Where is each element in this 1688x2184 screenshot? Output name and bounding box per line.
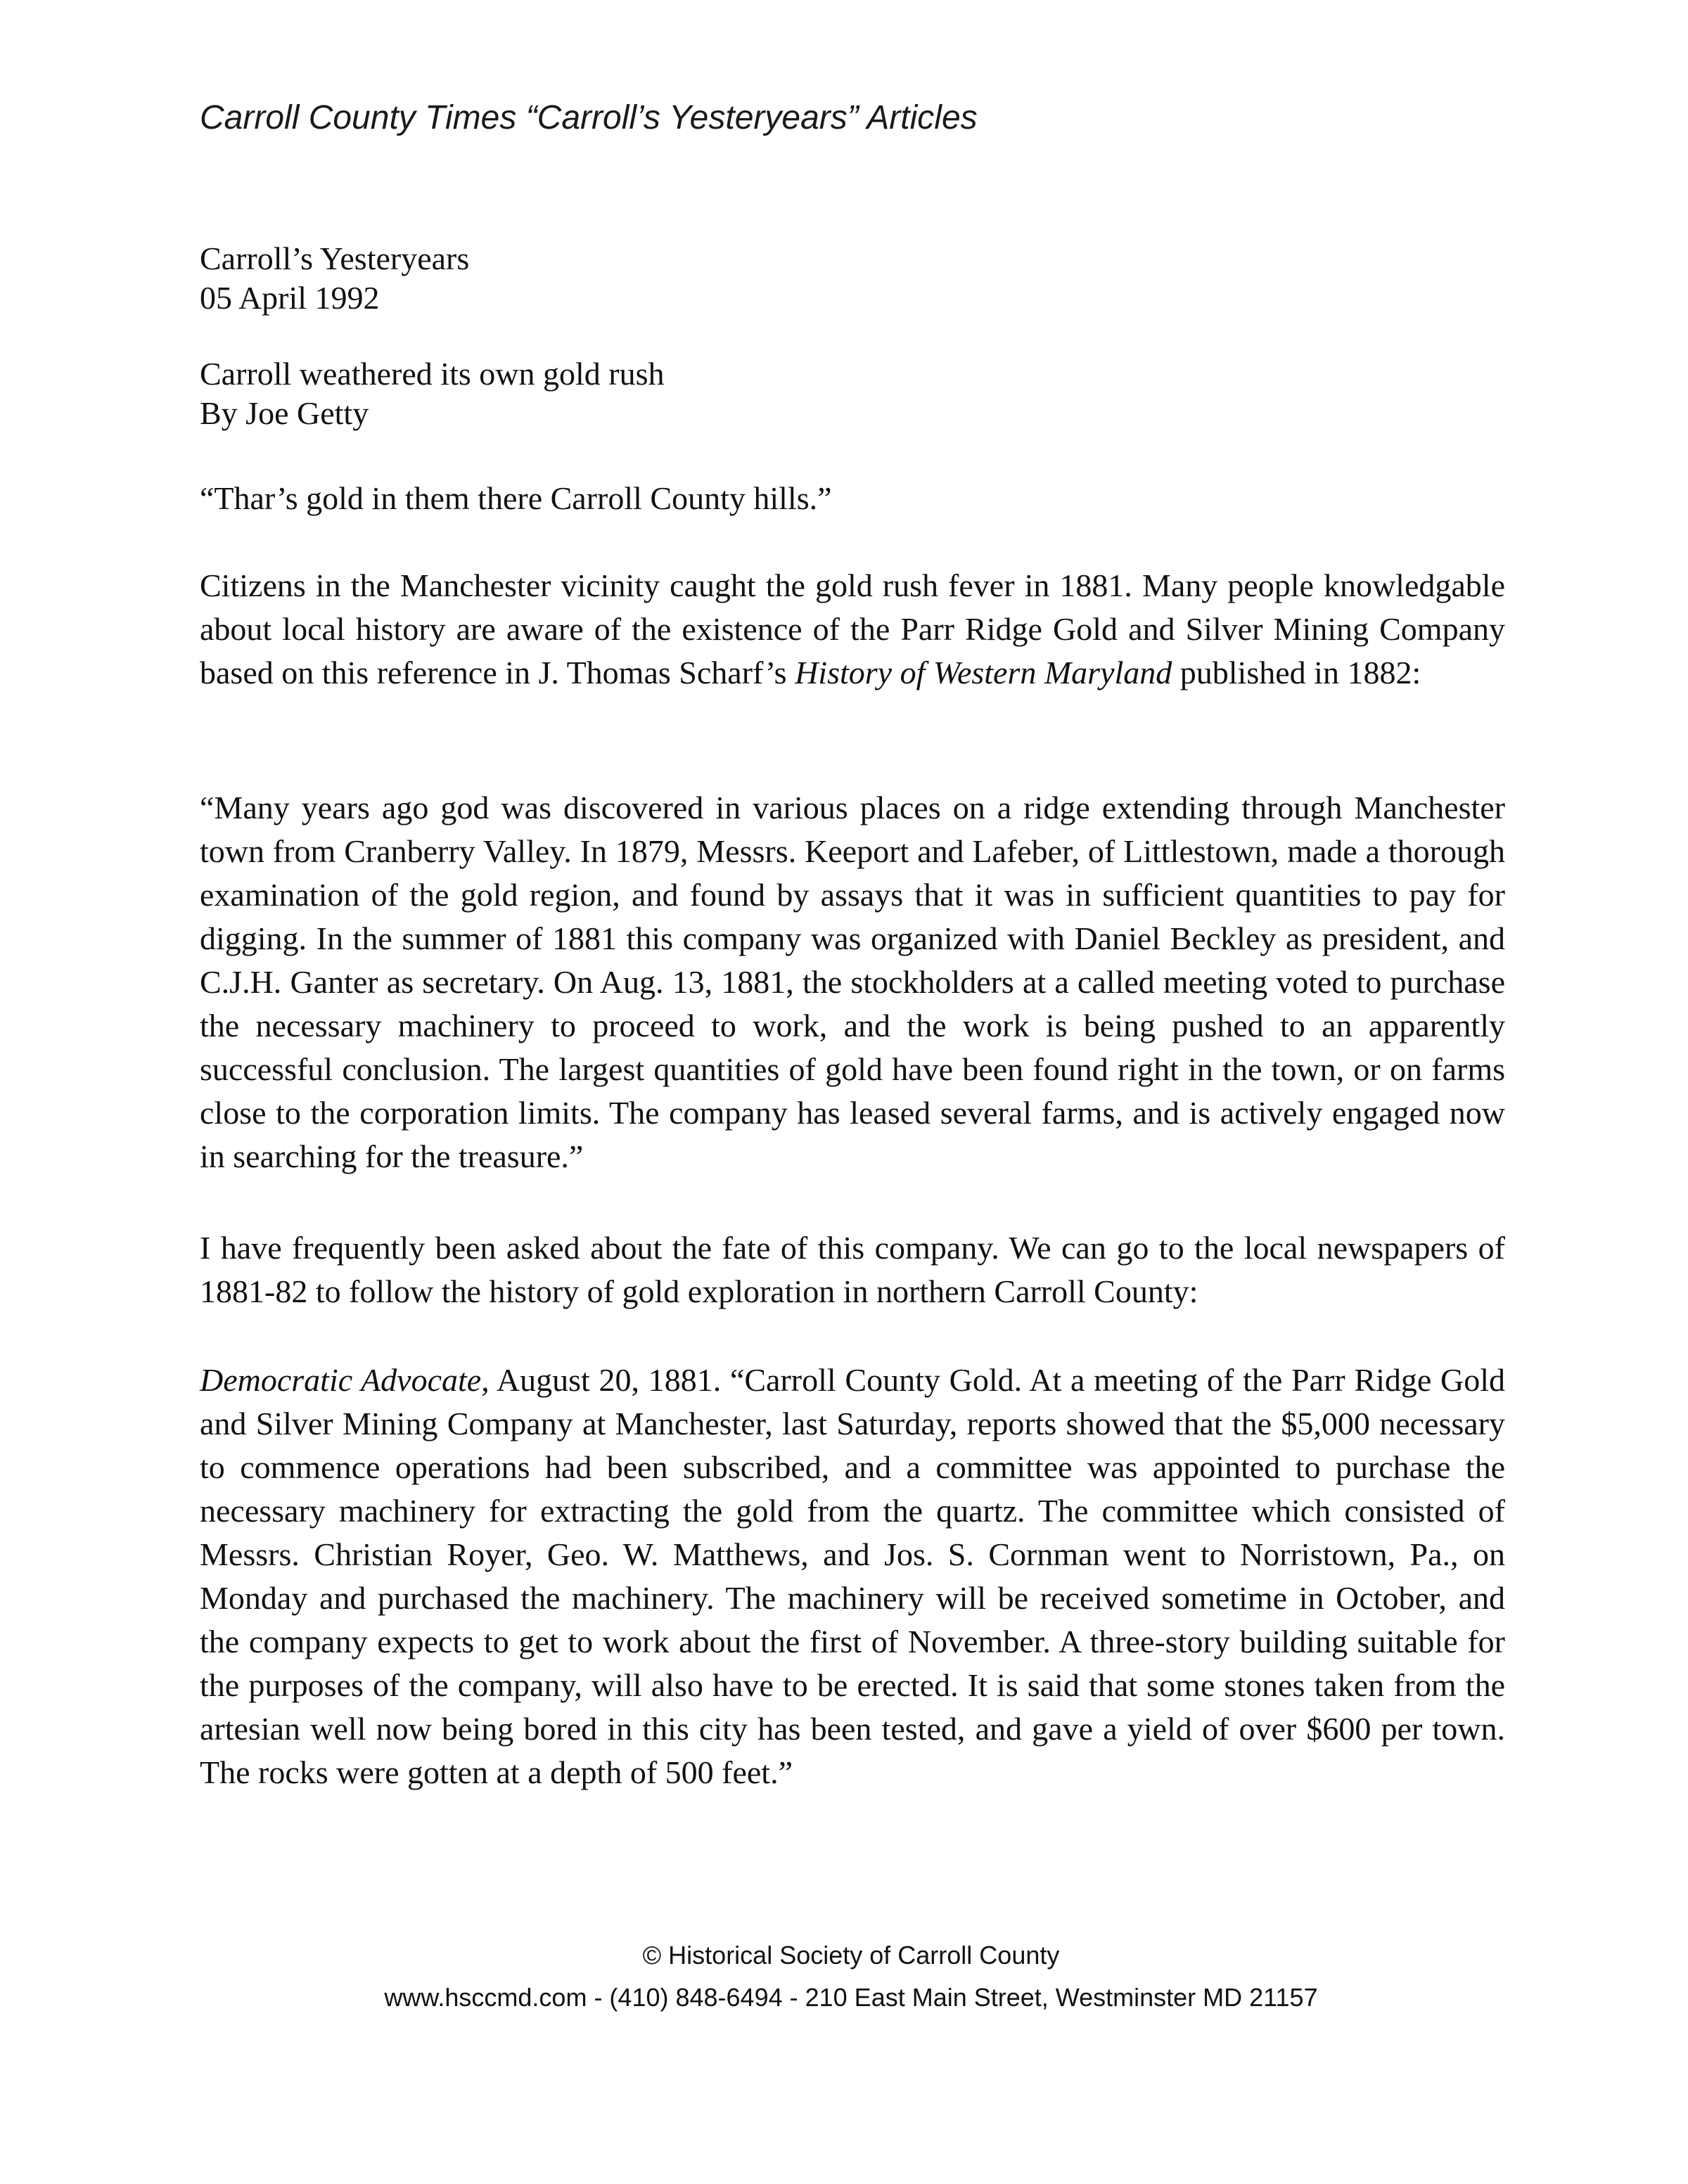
paragraph-text: August 20, 1881. “Carroll County Gold. At a meeting of the Parr Ridge Gold and Silver Mining Company at Manchester, last Saturday, reports showed that the $5,000 necessary to commence operations had been subscribed, and a committee was appointed to purchase the necessary machinery for extracting the gold from the quartz. The committee which consisted of Messrs. Christian Royer, Geo. W. Matthews, and Jos. S. Cornman went to Norristown, Pa., on Monday and purchased the machinery. The machinery will be received sometime in October, and the company expects to get to work about the first of November. A three-story building suitable for the purposes of the company, will also have to be erected. It is said that some stones taken from the artesian well now being bored in this city has been tested, and gave a yield of over $600 per town. The rocks were gotten at a depth of 500 feet.” xyxy=(200,1362,1506,1790)
book-title: History of Western Maryland xyxy=(795,655,1172,690)
article-heading xyxy=(200,354,1505,433)
footer-copyright: © Historical Society of Carroll County xyxy=(642,1941,1060,1970)
headline: Carroll weathered its own gold rush xyxy=(200,356,665,392)
paragraph-fate: I have frequently been asked about the fate of this company. We can go to the local newspapers of 1881-82 to follow the history of gold exploration in northern Carroll County: xyxy=(200,1230,1505,1309)
paragraph-intro xyxy=(200,564,1505,695)
paragraph-text: Citizens in the Manchester vicinity caught the gold rush fever in 1881. Many people knowledgable about local history are aware of the existence of the Parr Ridge Gold and Silver Mining Company based on this reference in J. Thomas Scharf’s xyxy=(200,567,1505,690)
epigraph-text: “Thar’s gold in them there Carroll County hills.” xyxy=(200,480,832,516)
paragraph-scharf-quote: “Many years ago god was discovered in various places on a ridge extending through Manchester town from Cranberry Valley. In 1879, Messrs. Keeport and Lafeber, of Littlestown, made a thorough examination of the gold region, and found by assays that it was in sufficient quantities to pay for digging. In the summer of 1881 this company was organized with Daniel Beckley as president, and C.J.H. Ganter as secretary. On Aug. 13, 1881, the stockholders at a called meeting voted to purchase the necessary machinery to proceed to work, and the work is being pushed to an apparently successful conclusion. The largest quantities of gold have been found right in the town, or on farms close to the corporation limits. The company has leased several farms, and is actively engaged now in searching for the treasure.” xyxy=(200,790,1505,1174)
article-meta xyxy=(200,239,1505,318)
epigraph xyxy=(200,477,1505,520)
byline: By Joe Getty xyxy=(200,395,369,431)
paragraph-advocate xyxy=(200,1358,1505,1794)
newspaper-title: Democratic Advocate, xyxy=(200,1362,490,1398)
running-header: Carroll County Times “Carroll’s Yesteryears” Articles xyxy=(200,99,978,136)
paragraph-text: published in 1882: xyxy=(1172,655,1421,690)
article-date: 05 April 1992 xyxy=(200,280,380,316)
column-name: Carroll’s Yesteryears xyxy=(200,240,470,276)
footer-contact: www.hsccmd.com - (410) 848-6494 - 210 East Main Street, Westminster MD 21157 xyxy=(384,1983,1318,2012)
